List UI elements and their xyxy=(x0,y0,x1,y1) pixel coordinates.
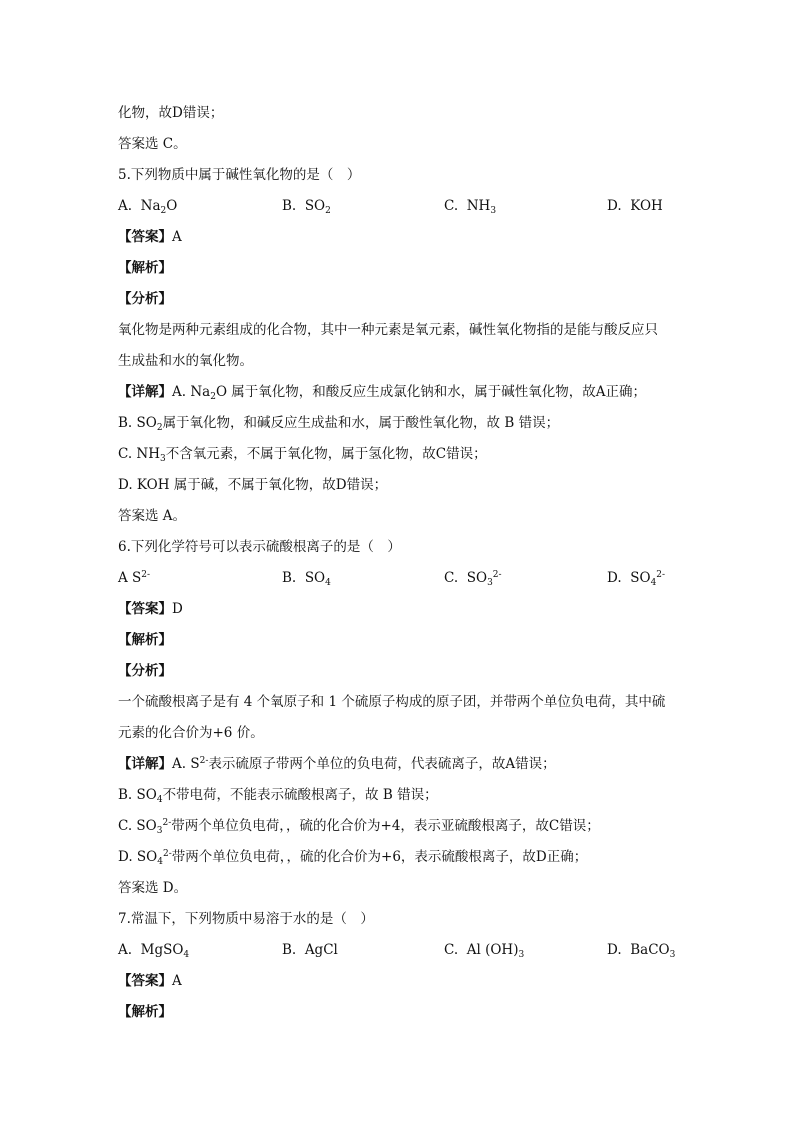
option-c: C. Al $(OH)_3$ xyxy=(444,942,525,960)
option-a: A. $Na_2O$ xyxy=(118,198,178,216)
option-a: A $S^{2-}$ xyxy=(118,570,151,586)
question-5-options xyxy=(118,197,678,215)
fenxi-heading: 【分析】 xyxy=(118,663,172,679)
detail-d: D. KOH 属于碱，不属于氧化物，故D错误； xyxy=(118,477,388,493)
answer-choice-line: 答案选 A。 xyxy=(118,508,187,524)
answer-line: 【答案】A xyxy=(118,229,182,245)
detail-c: C. $NH_3$不含氧元素，不属于氧化物，属于氢化物，故C错误； xyxy=(118,446,487,464)
analysis-heading: 【解析】 xyxy=(118,632,172,648)
option-b: B. $SO_2$ xyxy=(282,198,331,216)
detail-a: 【详解】A. $S^{2-}$表示硫原子带两个单位的负电荷，代表硫离子，故A错误； xyxy=(118,756,556,772)
analysis-heading: 【解析】 xyxy=(118,260,172,276)
option-b: B. $SO_4$ xyxy=(282,570,331,588)
fenxi-text: 元素的化合价为+6 价。 xyxy=(118,725,264,741)
option-b: B. AgCl xyxy=(282,942,338,958)
fenxi-heading: 【分析】 xyxy=(118,291,172,307)
detail-c: C. $SO_3^{2-}$带两个单位负电荷，，硫的化合价为+4，表示亚硫酸根离子，故C错误； xyxy=(118,818,600,836)
answer-line: 【答案】A xyxy=(118,973,182,989)
detail-b: B. $SO_4$不带电荷，不能表示硫酸根离子，故 B 错误； xyxy=(118,787,438,805)
detail-b: B. $SO_2$属于氧化物，和碱反应生成盐和水，属于酸性氧化物，故 B 错误； xyxy=(118,415,560,433)
option-c: C. $NH_3$ xyxy=(444,198,497,216)
option-c: C. $SO_3^{2-}$ xyxy=(444,570,502,588)
text-line: 化物，故D错误； xyxy=(118,105,224,121)
answer-choice-line: 答案选 C。 xyxy=(118,136,187,152)
question-6-options xyxy=(118,569,678,587)
question-7-stem: 7.常温下，下列物质中易溶于水的是（ ） xyxy=(118,911,374,927)
analysis-heading: 【解析】 xyxy=(118,1004,172,1020)
option-d: D. $SO_4^{2-}$ xyxy=(607,570,666,588)
answer-choice-line: 答案选 D。 xyxy=(118,880,188,896)
detail-d: D. $SO_4^{2-}$带两个单位负电荷，，硫的化合价为+6，表示硫酸根离子，故D正确； xyxy=(118,849,588,867)
answer-line: 【答案】D xyxy=(118,601,183,617)
option-a: A. MgSO$_4$ xyxy=(118,942,190,960)
detail-a: 【详解】A. $Na_2O$ 属于氧化物，和酸反应生成氯化钠和水，属于碱性氧化物，故A正确； xyxy=(118,384,647,402)
fenxi-text: 一个硫酸根离子是有 4 个氧原子和 1 个硫原子构成的原子团，并带两个单位负电荷，其中硫 xyxy=(118,694,666,710)
option-d: D. KOH xyxy=(607,198,663,214)
fenxi-text: 氧化物是两种元素组成的化合物，其中一种元素是氧元素，碱性氧化物指的是能与酸反应只 xyxy=(118,322,658,338)
option-d: D. BaCO$_3$ xyxy=(607,942,676,960)
question-5-stem: 5.下列物质中属于碱性氧化物的是（ ） xyxy=(118,167,361,183)
question-6-stem: 6.下列化学符号可以表示硫酸根离子的是（ ） xyxy=(118,539,401,555)
fenxi-text: 生成盐和水的氧化物。 xyxy=(118,353,253,369)
question-7-options xyxy=(118,941,678,959)
